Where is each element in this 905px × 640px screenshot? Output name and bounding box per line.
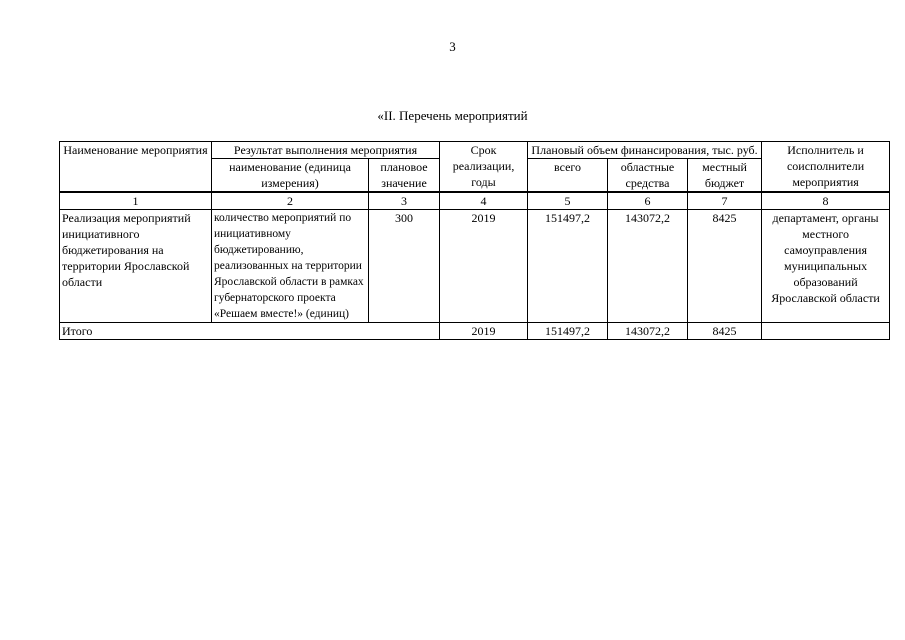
header-result-name: наименование (единица измерения) [212,159,369,193]
column-number-row [60,192,890,210]
column-number: 1 [60,192,212,210]
planned-value-cell: 300 [369,210,440,323]
column-number: 3 [369,192,440,210]
header-funding: Плановый объем финансирования, тыс. руб. [528,142,762,159]
header-funding-total: всего [528,159,608,193]
header-funding-local: местный бюджет [688,159,762,193]
total-cell: 151497,2 [528,210,608,323]
period-cell: 2019 [440,210,528,323]
column-number: 7 [688,192,762,210]
total-local-cell: 8425 [688,323,762,340]
header-period: Срок реализации, годы [440,142,528,193]
header-row-1 [60,142,890,159]
section-title: «II. Перечень мероприятий [377,108,528,123]
result-name-cell: количество мероприятий по инициативному бюджетированию, реализованных на территории Ярославской области в рамках губернаторского проекта «Решаем вместе!» (единиц) [212,210,369,323]
header-result-planned: плановое значение [369,159,440,193]
column-number: 6 [608,192,688,210]
regional-cell: 143072,2 [608,210,688,323]
total-executor-cell [762,323,890,340]
executor-cell: департамент, органы местного самоуправления муниципальных образований Ярославской области [762,210,890,323]
header-result: Результат выполнения мероприятия [212,142,440,159]
header-executor: Исполнитель и соисполнители мероприятия [762,142,890,193]
header-funding-regional: областные средства [608,159,688,193]
local-cell: 8425 [688,210,762,323]
page-number: 3 [449,39,456,54]
header-event-name: Наименование мероприятия [60,142,212,193]
column-number: 2 [212,192,369,210]
column-number: 8 [762,192,890,210]
total-regional-cell: 143072,2 [608,323,688,340]
column-number: 4 [440,192,528,210]
total-label: Итого [60,323,440,340]
table-row [60,210,890,323]
total-sum-cell: 151497,2 [528,323,608,340]
events-table [59,141,890,340]
total-row [60,323,890,340]
column-number: 5 [528,192,608,210]
event-name-cell: Реализация мероприятий инициативного бюджетирования на территории Ярославской области [60,210,212,323]
total-period-cell: 2019 [440,323,528,340]
